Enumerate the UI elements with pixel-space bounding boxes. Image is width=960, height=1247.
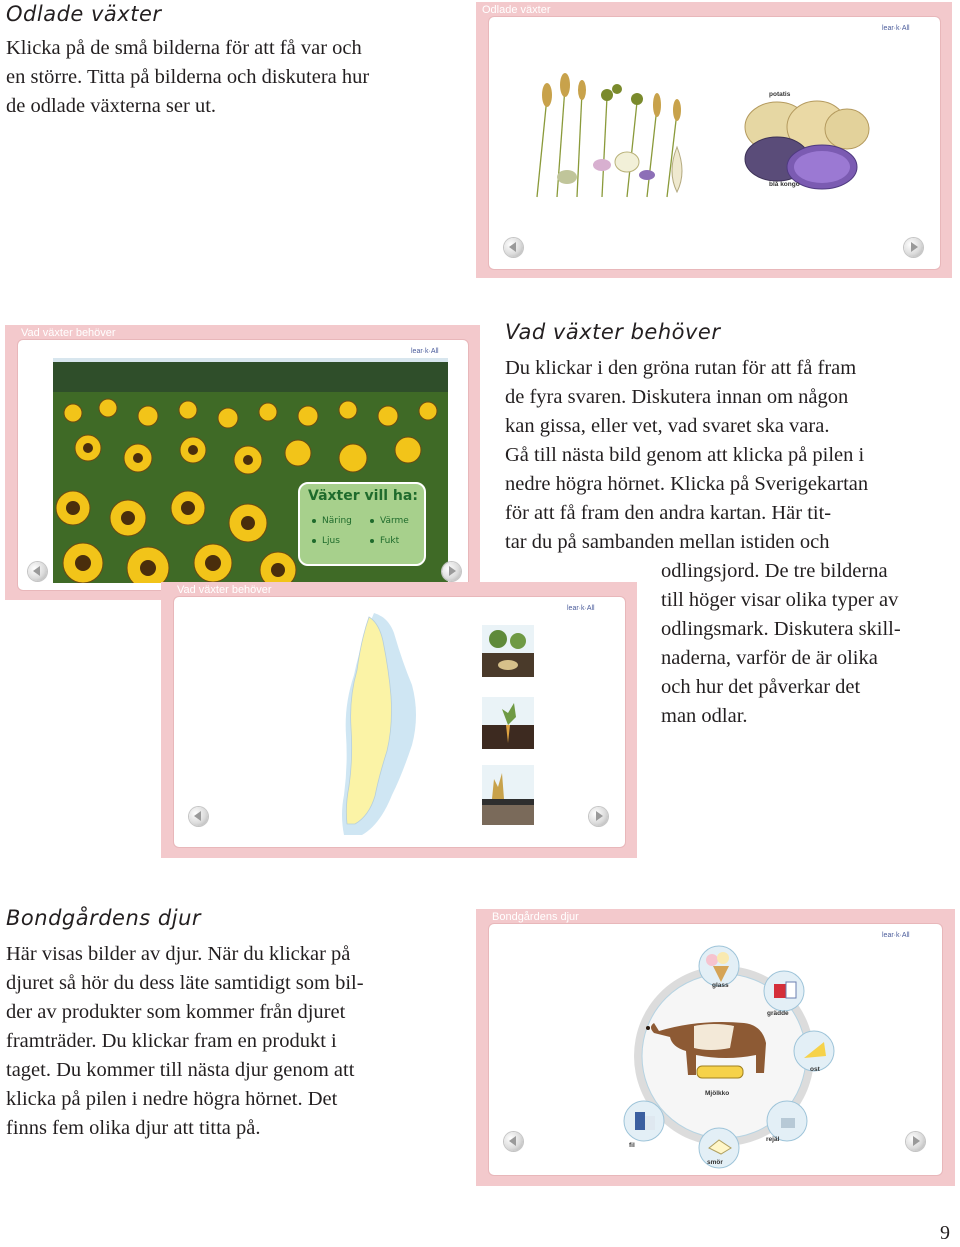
soil-type-image-3[interactable] bbox=[482, 765, 534, 825]
product-label-rejal: rejäl bbox=[766, 1136, 780, 1143]
soil-type-image-1[interactable] bbox=[482, 625, 534, 677]
next-arrow-button[interactable] bbox=[442, 562, 461, 581]
plant-needs-title: Växter vill ha: bbox=[308, 488, 418, 504]
slide-canvas bbox=[17, 339, 469, 591]
sweden-map[interactable] bbox=[314, 609, 424, 839]
slide-canvas bbox=[488, 16, 941, 270]
prev-arrow-button[interactable] bbox=[504, 238, 523, 257]
slide-title: Vad växter behöver bbox=[21, 327, 116, 339]
brand-logo: lear·k·All bbox=[567, 605, 595, 612]
next-arrow-button[interactable] bbox=[589, 807, 608, 826]
need-ljus: Ljus bbox=[322, 536, 340, 546]
product-label-ost: ost bbox=[810, 1066, 820, 1073]
section-heading-odlade: Odlade växter bbox=[6, 2, 162, 26]
brand-logo: lear·k·All bbox=[411, 348, 439, 355]
prev-arrow-button[interactable] bbox=[504, 1132, 523, 1151]
section-heading-bond: Bondgårdens djur bbox=[6, 906, 202, 930]
section-text-bond: Här visas bilder av djur. När du klickar på djuret så hör du dess läte samtidigt som bil- der av produkter som kommer från djuret framträder. Du klickar fram en produkt i taget. Du kommer till nästa djur genom att klicka på pilen i nedre högra hörnet. Det finns fem olika djur att titta på. bbox=[6, 943, 364, 1139]
slide-title: Odlade växter bbox=[482, 4, 551, 16]
section-heading-vad: Vad växter behöver bbox=[505, 320, 721, 344]
crop-plants-illustration[interactable] bbox=[507, 67, 747, 217]
brand-logo: lear·k·All bbox=[882, 932, 910, 939]
prev-arrow-button[interactable] bbox=[189, 807, 208, 826]
product-label-smor: smör bbox=[707, 1159, 723, 1166]
section-text-vad: Du klickar i den gröna rutan för att få fram de fyra svaren. Diskutera innan om någon kan gissa, eller vet, vad svaret ska vara. Gå till nästa bild genom att klicka på pilen i nedre högra hörnet. Klicka på Sverigekartan för att få fram den andra kartan. Här tit- tar du på sambanden mellan istiden och bbox=[505, 357, 869, 553]
prev-arrow-button[interactable] bbox=[28, 562, 47, 581]
slide-canvas bbox=[173, 596, 626, 848]
label-potatis: potatis bbox=[769, 91, 791, 98]
slide-bondgardens-djur bbox=[476, 909, 955, 1186]
product-label-glass: glass bbox=[712, 982, 729, 989]
next-arrow-button[interactable] bbox=[906, 1132, 925, 1151]
cow-illustration[interactable] bbox=[634, 1006, 774, 1096]
label-bla-kongo: blå kongo bbox=[769, 181, 800, 188]
brand-logo: lear·k·All bbox=[882, 25, 910, 32]
center-label-mjolkko[interactable]: Mjölkko bbox=[705, 1090, 730, 1097]
slide-odlade-vaxter bbox=[476, 2, 952, 278]
next-arrow-button[interactable] bbox=[904, 238, 923, 257]
section-text-vad-indented: odlingsjord. De tre bilderna till höger visar olika typer av odlingsmark. Diskutera skill- naderna, varför de är olika och hur det påverkar det man odlar. bbox=[661, 560, 901, 727]
slide-title: Bondgårdens djur bbox=[492, 911, 579, 923]
slide-canvas bbox=[488, 923, 943, 1176]
potato-illustration[interactable] bbox=[737, 87, 887, 207]
need-varme: Värme bbox=[380, 516, 409, 526]
slide-vad-vaxter-behover-1 bbox=[5, 325, 480, 600]
plant-needs-box[interactable] bbox=[298, 482, 426, 566]
section-text-odlade: Klicka på de små bilderna för att få var och en större. Titta på bilderna och diskutera hur de odlade växterna ser ut. bbox=[6, 37, 370, 117]
need-naring: Näring bbox=[322, 516, 352, 526]
product-label-gradde: grädde bbox=[767, 1010, 789, 1017]
soil-type-image-2[interactable] bbox=[482, 697, 534, 749]
product-label-fil: fil bbox=[629, 1142, 635, 1149]
page-number: 9 bbox=[940, 1222, 950, 1244]
need-fukt: Fukt bbox=[380, 536, 400, 546]
slide-title: Vad växter behöver bbox=[177, 584, 272, 596]
slide-vad-vaxter-behover-2 bbox=[161, 582, 637, 858]
